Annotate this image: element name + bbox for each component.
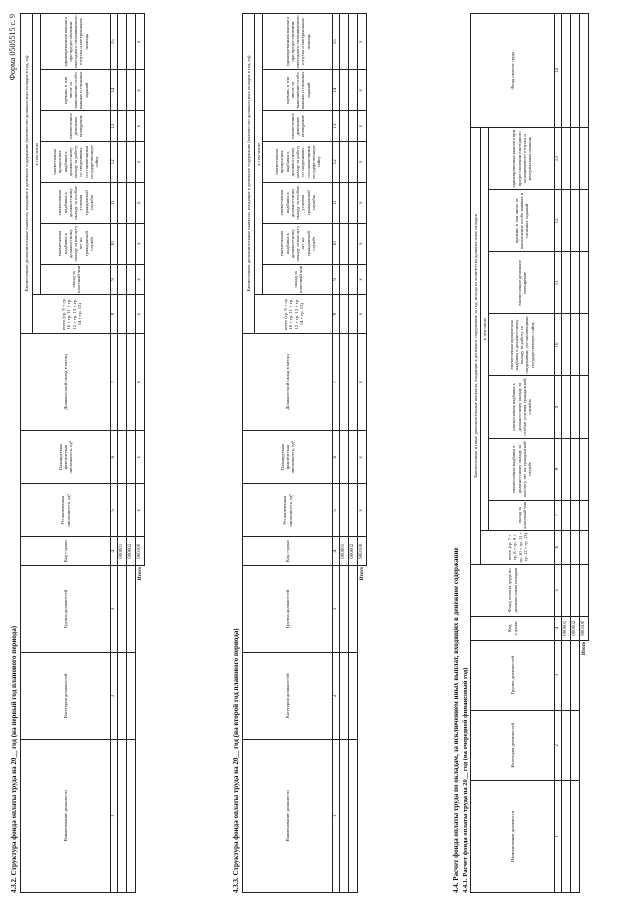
section-title: 4.3.2. Структура фонда оплаты труда на 20__ год (на первый год планового периода) [10,625,18,893]
col-number: 11 [333,182,340,223]
total-value[interactable] [580,376,589,438]
cell-value[interactable] [340,111,349,142]
total-fund[interactable] [580,564,589,616]
cell-value[interactable] [118,141,127,182]
col-header-c10: ежемесячная надбавка к должностному окладу за выслугу лет на гражданской службе [41,223,111,264]
col-number: 4 [111,537,118,566]
cell-group[interactable] [349,566,358,653]
cell-category[interactable] [340,652,349,739]
col-header-c12: ежемесячная процентная надбавка к должностному окладу за работу со сведениями, составляющими государственную тайну [263,141,333,182]
col-number: 2 [333,652,340,739]
cell-x: x [136,111,145,142]
total-row [580,14,589,893]
cell-x: x [136,141,145,182]
col-header-payments: Ежемесячные дополнительные выплаты, входящие в денежное содержание (количество должностных окладов в год, ед) [243,14,255,334]
table-row [571,14,580,893]
col-header-group: Группа должностей [471,640,555,710]
col-number: 3 [111,566,118,653]
col-number: 15 [333,14,340,70]
col-header-c12: ежемесячная процентная надбавка к должностному окладу за работу со сведениями, составляющими государственную тайну [41,141,111,182]
cell-name[interactable] [562,780,571,892]
total-value[interactable] [580,314,589,376]
row-code: 000001 [340,537,349,566]
col-number: 11 [111,182,118,223]
row-code: 000002 [571,616,580,640]
col-number: 7 [111,334,118,431]
cell-salary[interactable] [349,334,358,431]
cell-value[interactable] [562,128,571,190]
section-4-3-3 [232,13,367,893]
total-code: 900100 [580,616,589,640]
col-number: 10 [333,223,340,264]
col-header-c9: оклад за классный чин [41,264,111,295]
cell-total[interactable] [562,530,571,564]
cell-value[interactable] [562,252,571,314]
table-row [340,14,349,893]
cell-value[interactable] [118,14,127,70]
cell-x: x [136,484,145,537]
cell-value[interactable] [118,70,127,111]
cell-value[interactable] [127,70,136,111]
cell-fund[interactable] [571,564,580,616]
row-code: 000001 [118,537,127,566]
cell-value[interactable] [118,223,127,264]
col-header-c9: оклад за классный чин [263,264,333,295]
col-header-code: Код строки [243,537,333,566]
column-numbers-row [555,14,562,893]
col-number: 9 [555,376,562,438]
col-number: 9 [111,264,118,295]
cell-x: x [358,431,367,484]
cell-value[interactable] [127,14,136,70]
cell-x: x [136,295,145,334]
cell-group[interactable] [562,640,571,710]
cell-value[interactable] [349,111,358,142]
cell-category[interactable] [118,652,127,739]
total-row [358,14,367,893]
col-number: 4 [333,537,340,566]
col-header-total: всего (гр. 9 + гр. 10 + гр. 11 + гр. 12 + гр. 13 + гр. 14 + гр. 15) [255,295,333,334]
col-number: 6 [555,530,562,564]
col-number: 9 [333,264,340,295]
col-number: 8 [555,438,562,500]
col-number: 1 [111,739,118,892]
cell-actual[interactable] [349,431,358,484]
table-row [349,14,358,893]
cell-value[interactable] [118,111,127,142]
table-row [562,14,571,893]
col-number: 3 [333,566,340,653]
cell-name[interactable] [349,739,358,892]
col-header-staff: Установленная численность, ед⁹ [243,484,333,537]
cell-actual[interactable] [118,431,127,484]
total-row [136,14,145,893]
col-header-salary: Должностной оклад в месяц [21,334,111,431]
col-number: 6 [333,431,340,484]
cell-total[interactable] [127,295,136,334]
total-value[interactable] [580,128,589,190]
col-number: 2 [111,652,118,739]
cell-x: x [136,70,145,111]
cell-value[interactable] [340,14,349,70]
col-header-payments: Ежемесячные и иные дополнительные выплаты, входящие в денежное содержание за год, исходя из количества должностных окладов [471,128,481,564]
cell-value[interactable] [127,182,136,223]
form-number: Форма 0505515 с. 9 [8,14,17,81]
col-header-fund: Фонд оплаты труда по должностным окладам [471,564,555,616]
col-header-salary: Должностной оклад в месяц [243,334,333,431]
cell-value[interactable] [562,438,571,500]
cell-value[interactable] [571,128,580,190]
col-header-c11: ежемесячная надбавка к должностному окладу за особые условия гражданской службы [263,182,333,223]
cell-x: x [358,111,367,142]
col-header-total: всего (гр. 9 + гр. 10 + гр. 11 + гр. 12 + гр. 13 + гр. 14 + гр. 15) [33,295,111,334]
col-header-category: Категория должностей [21,652,111,739]
cell-value[interactable] [571,438,580,500]
col-header-group: Группа должностей [21,566,111,653]
cell-x: x [358,223,367,264]
total-value[interactable] [580,190,589,252]
col-number: 2 [555,710,562,780]
cell-value[interactable] [127,223,136,264]
total-value[interactable] [580,530,589,564]
cell-category[interactable] [562,710,571,780]
cell-group[interactable] [571,640,580,710]
row-code: 000002 [349,537,358,566]
cell-value[interactable] [349,264,358,295]
cell-value[interactable] [118,264,127,295]
col-header-c13: единовременная выплата при предоставлении ежегодного оплачиваемого отпуска и материальная помощь [489,128,555,190]
cell-category[interactable] [571,710,580,780]
cell-staff[interactable] [349,484,358,537]
col-header-fot: Фонд оплаты труда [471,14,555,128]
total-label: Итого [359,567,365,581]
col-header-category: Категория должностей [243,652,333,739]
cell-fot[interactable] [562,14,571,128]
col-number: 12 [111,141,118,182]
col-header-name: Наименование должности [21,739,111,892]
cell-name[interactable] [340,739,349,892]
row-code: 000002 [127,537,136,566]
cell-salary[interactable] [127,334,136,431]
cell-value[interactable] [340,141,349,182]
total-label: Итого [581,641,587,656]
col-number: 6 [111,431,118,484]
total-label: Итого [137,567,143,581]
total-value[interactable] [580,252,589,314]
section-title: 4.4. Расчет фонда оплаты труда по окладам, за исключением иных выплат, входящих в денежное содержание [452,547,460,893]
cell-value[interactable] [562,190,571,252]
col-number: 11 [555,252,562,314]
cell-value[interactable] [571,500,580,530]
cell-x: x [136,431,145,484]
col-header-c14: премии, в том числе за выполнение особо важных и сложных заданий [263,70,333,111]
col-header-c12: премии, в том числе за выполнение особо важных и сложных заданий [489,190,555,252]
cell-category[interactable] [349,652,358,739]
col-header-group: Группа должностей [243,566,333,653]
cell-value[interactable] [562,376,571,438]
cell-value[interactable] [340,264,349,295]
cell-x: x [358,14,367,70]
col-header-staff: Установленная численность, ед⁹ [21,484,111,537]
col-header-c10: ежемесячная процентная надбавка к должностному окладу за работу со сведениями, составляющими государственную тайну [489,314,555,376]
cell-value[interactable] [349,14,358,70]
cell-x: x [358,295,367,334]
total-value[interactable] [580,438,589,500]
col-number: 13 [111,111,118,142]
cell-total[interactable] [118,295,127,334]
cell-salary[interactable] [340,334,349,431]
cell-value[interactable] [349,182,358,223]
cell-value[interactable] [340,182,349,223]
col-number: 5 [555,564,562,616]
cell-x: x [136,334,145,431]
cell-group[interactable] [118,566,127,653]
cell-actual[interactable] [340,431,349,484]
col-number: 1 [555,780,562,892]
cell-value[interactable] [340,223,349,264]
row-code: 000001 [562,616,571,640]
cell-name[interactable] [127,739,136,892]
col-number: 4 [555,616,562,640]
col-header-c14: премии, в том числе за выполнение особо важных и сложных заданий [41,70,111,111]
table-row [118,14,127,893]
cell-total[interactable] [571,530,580,564]
col-header-code: Код строки [21,537,111,566]
cell-name[interactable] [118,739,127,892]
col-number: 1 [333,739,340,892]
total-value[interactable] [580,500,589,530]
col-header-c15: единовременная выплата при предоставлении ежегодного оплачиваемого отпуска и материальная помощь [41,14,111,70]
cell-value[interactable] [127,141,136,182]
col-header-incl: в том числе [33,14,41,295]
col-number: 10 [111,223,118,264]
cell-fund[interactable] [562,564,571,616]
section-4-4 [452,13,589,893]
col-header-c8: ежемесячная надбавка к должностному окладу за выслугу лет на гражданской службе [489,438,555,500]
cell-value[interactable] [349,70,358,111]
cell-value[interactable] [571,190,580,252]
column-numbers-row [333,14,340,893]
cell-total[interactable] [349,295,358,334]
col-number: 13 [555,128,562,190]
cell-value[interactable] [349,141,358,182]
col-header-name: Наименование должности [471,780,555,892]
cell-x: x [358,264,367,295]
col-header-c9: ежемесячная надбавка к должностному окладу за особые условия гражданской службы [489,376,555,438]
col-number: 12 [333,141,340,182]
table-row [127,14,136,893]
col-number: 12 [555,190,562,252]
col-number: 7 [333,334,340,431]
cell-group[interactable] [127,566,136,653]
col-header-category: Категория должностей [471,710,555,780]
cell-x: x [358,141,367,182]
col-header-total: всего (гр. 7 + гр. 8 + гр. 9 + гр. 10 + гр. 11 + гр. 12 + гр. 13) [481,530,555,564]
cell-value[interactable] [571,376,580,438]
section-4-3-2 [10,13,145,893]
col-number: 14 [111,70,118,111]
col-header-actual: Планируемая фактическая численность, ед⁹ [243,431,333,484]
column-numbers-row [111,14,118,893]
col-header-actual: Планируемая фактическая численность, ед⁹ [21,431,111,484]
col-header-incl: в том числе [255,14,263,295]
cell-value[interactable] [571,252,580,314]
cell-group[interactable] [340,566,349,653]
fund-structure-table-year1 [20,13,145,893]
col-number: 7 [555,500,562,530]
cell-x: x [358,334,367,431]
col-number: 3 [555,640,562,710]
cell-staff[interactable] [127,484,136,537]
cell-x: x [136,223,145,264]
col-number: 13 [333,111,340,142]
cell-x: x [136,264,145,295]
col-number: 14 [333,70,340,111]
col-number: 5 [111,484,118,537]
total-code: 900100 [358,537,367,566]
col-header-name: Наименование должности [243,739,333,892]
fund-calc-table [470,13,589,893]
total-fot[interactable] [580,14,589,128]
total-code: 900100 [136,537,145,566]
col-number: 5 [333,484,340,537]
col-header-c13: ежемесячное денежное поощрение [41,111,111,142]
col-number: 8 [333,295,340,334]
col-header-c13: ежемесячное денежное поощрение [263,111,333,142]
cell-value[interactable] [118,182,127,223]
col-header-payments: Ежемесячные дополнительные выплаты, входящие в денежное содержание (количество должностных окладов в год, ед) [21,14,33,334]
col-header-code: Код строки [471,616,555,640]
col-header-incl: в том числе [481,128,489,530]
col-header-c15: единовременная выплата при предоставлении ежегодного оплачиваемого отпуска и материальная помощь [263,14,333,70]
col-header-c7: оклад за классный чин [489,500,555,530]
cell-fot[interactable] [571,14,580,128]
cell-total[interactable] [340,295,349,334]
cell-x: x [358,70,367,111]
cell-staff[interactable] [118,484,127,537]
cell-value[interactable] [562,500,571,530]
cell-value[interactable] [127,264,136,295]
col-number: 8 [111,295,118,334]
cell-x: x [358,484,367,537]
col-header-c11: ежемесячная надбавка к должностному окладу за особые условия гражданской службы [41,182,111,223]
cell-category[interactable] [127,652,136,739]
col-number: 15 [111,14,118,70]
section-title: 4.3.3. Структура фонда оплаты труда на 20__ год (на второй год планового периода) [232,628,240,893]
cell-x: x [136,182,145,223]
section-subtitle: 4.4.1. Расчет фонда оплаты труда на 20__ год (на очередной финансовый год) [462,667,469,893]
cell-salary[interactable] [118,334,127,431]
cell-value[interactable] [562,314,571,376]
col-header-c11: ежемесячное денежное поощрение [489,252,555,314]
cell-actual[interactable] [127,431,136,484]
cell-value[interactable] [571,314,580,376]
cell-name[interactable] [571,780,580,892]
cell-x: x [136,14,145,70]
cell-value[interactable] [127,111,136,142]
col-number: 14 [555,14,562,128]
cell-x: x [358,182,367,223]
cell-staff[interactable] [340,484,349,537]
col-number: 10 [555,314,562,376]
fund-structure-table-year2 [242,13,367,893]
cell-value[interactable] [349,223,358,264]
cell-value[interactable] [340,70,349,111]
col-header-c10: ежемесячная надбавка к должностному окладу за выслугу лет на гражданской службе [263,223,333,264]
